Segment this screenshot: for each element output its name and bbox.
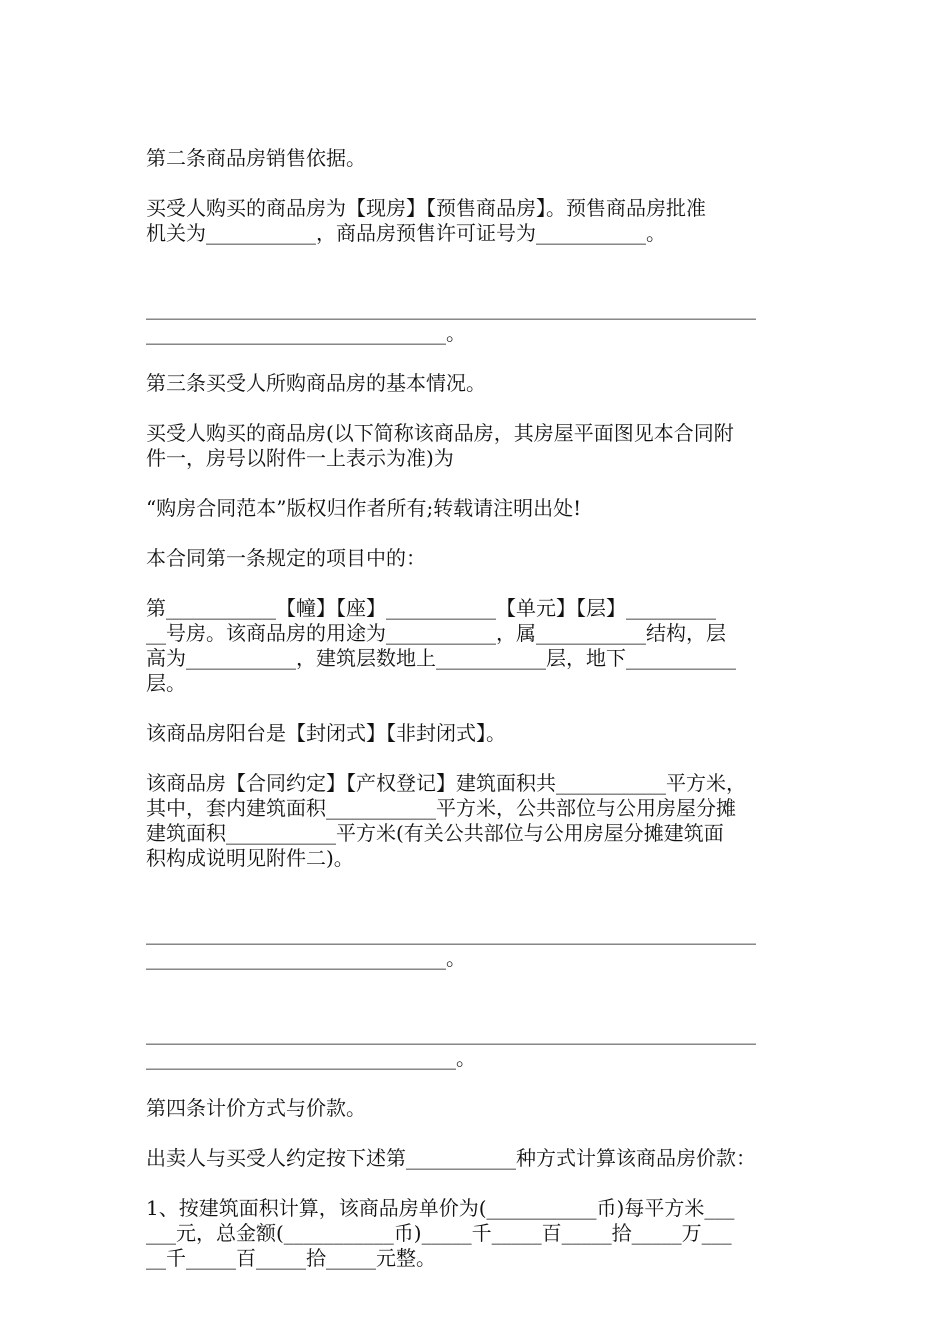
contract-page [146,146,808,1271]
blank-line-1: _____________________________________________________________ ______________________________。 [146,296,756,345]
article-4-heading: 第四条计价方式与价款。 [146,1096,366,1120]
copyright-note: “购房合同范本”版权归作者所有;转载请注明出处! [146,496,582,520]
project-reference: 本合同第一条规定的项目中的： [146,546,426,570]
area-details: 该商品房【合同约定】【产权登记】建筑面积共___________平方米， 其中，套内建筑面积___________平方米，公共部位与公用房屋分摊 建筑面积___________平方米(有关公共部位与公用房屋分摊建筑面 积构成说明见附件二)。 [146,771,746,870]
house-number-details: 第___________【幢】【座】___________【单元】【层】_________ __号房。该商品房的用途为___________，属___________结构，层 高为___________，建筑层数地上___________层，地下___________ 层。 [146,596,736,695]
article-3-intro: 买受人购买的商品房(以下简称该商品房，其房屋平面图见本合同附 件一，房号以附件一上表示为准)为 [146,421,734,470]
balcony-type: 该商品房阳台是【封闭式】【非封闭式】。 [146,721,506,745]
article-2-heading: 第二条商品房销售依据。 [146,146,366,170]
blank-line-3: _____________________________________________________________ _______________________________。 [146,1021,756,1070]
article-2-body: 买受人购买的商品房为【现房】【预售商品房】。预售商品房批准 机关为___________，商品房预售许可证号为___________。 [146,196,706,245]
article-3-heading: 第三条买受人所购商品房的基本情况。 [146,371,486,395]
blank-line-2: _____________________________________________________________ ______________________________。 [146,921,756,970]
pricing-method: 出卖人与买受人约定按下述第___________种方式计算该商品房价款： [146,1146,756,1170]
pricing-by-area: 1、按建筑面积计算，该商品房单价为(___________币)每平方米___ ___元，总金额(___________币)_____千_____百_____拾_____万___ __千_____百_____拾_____元整。 [146,1196,735,1270]
